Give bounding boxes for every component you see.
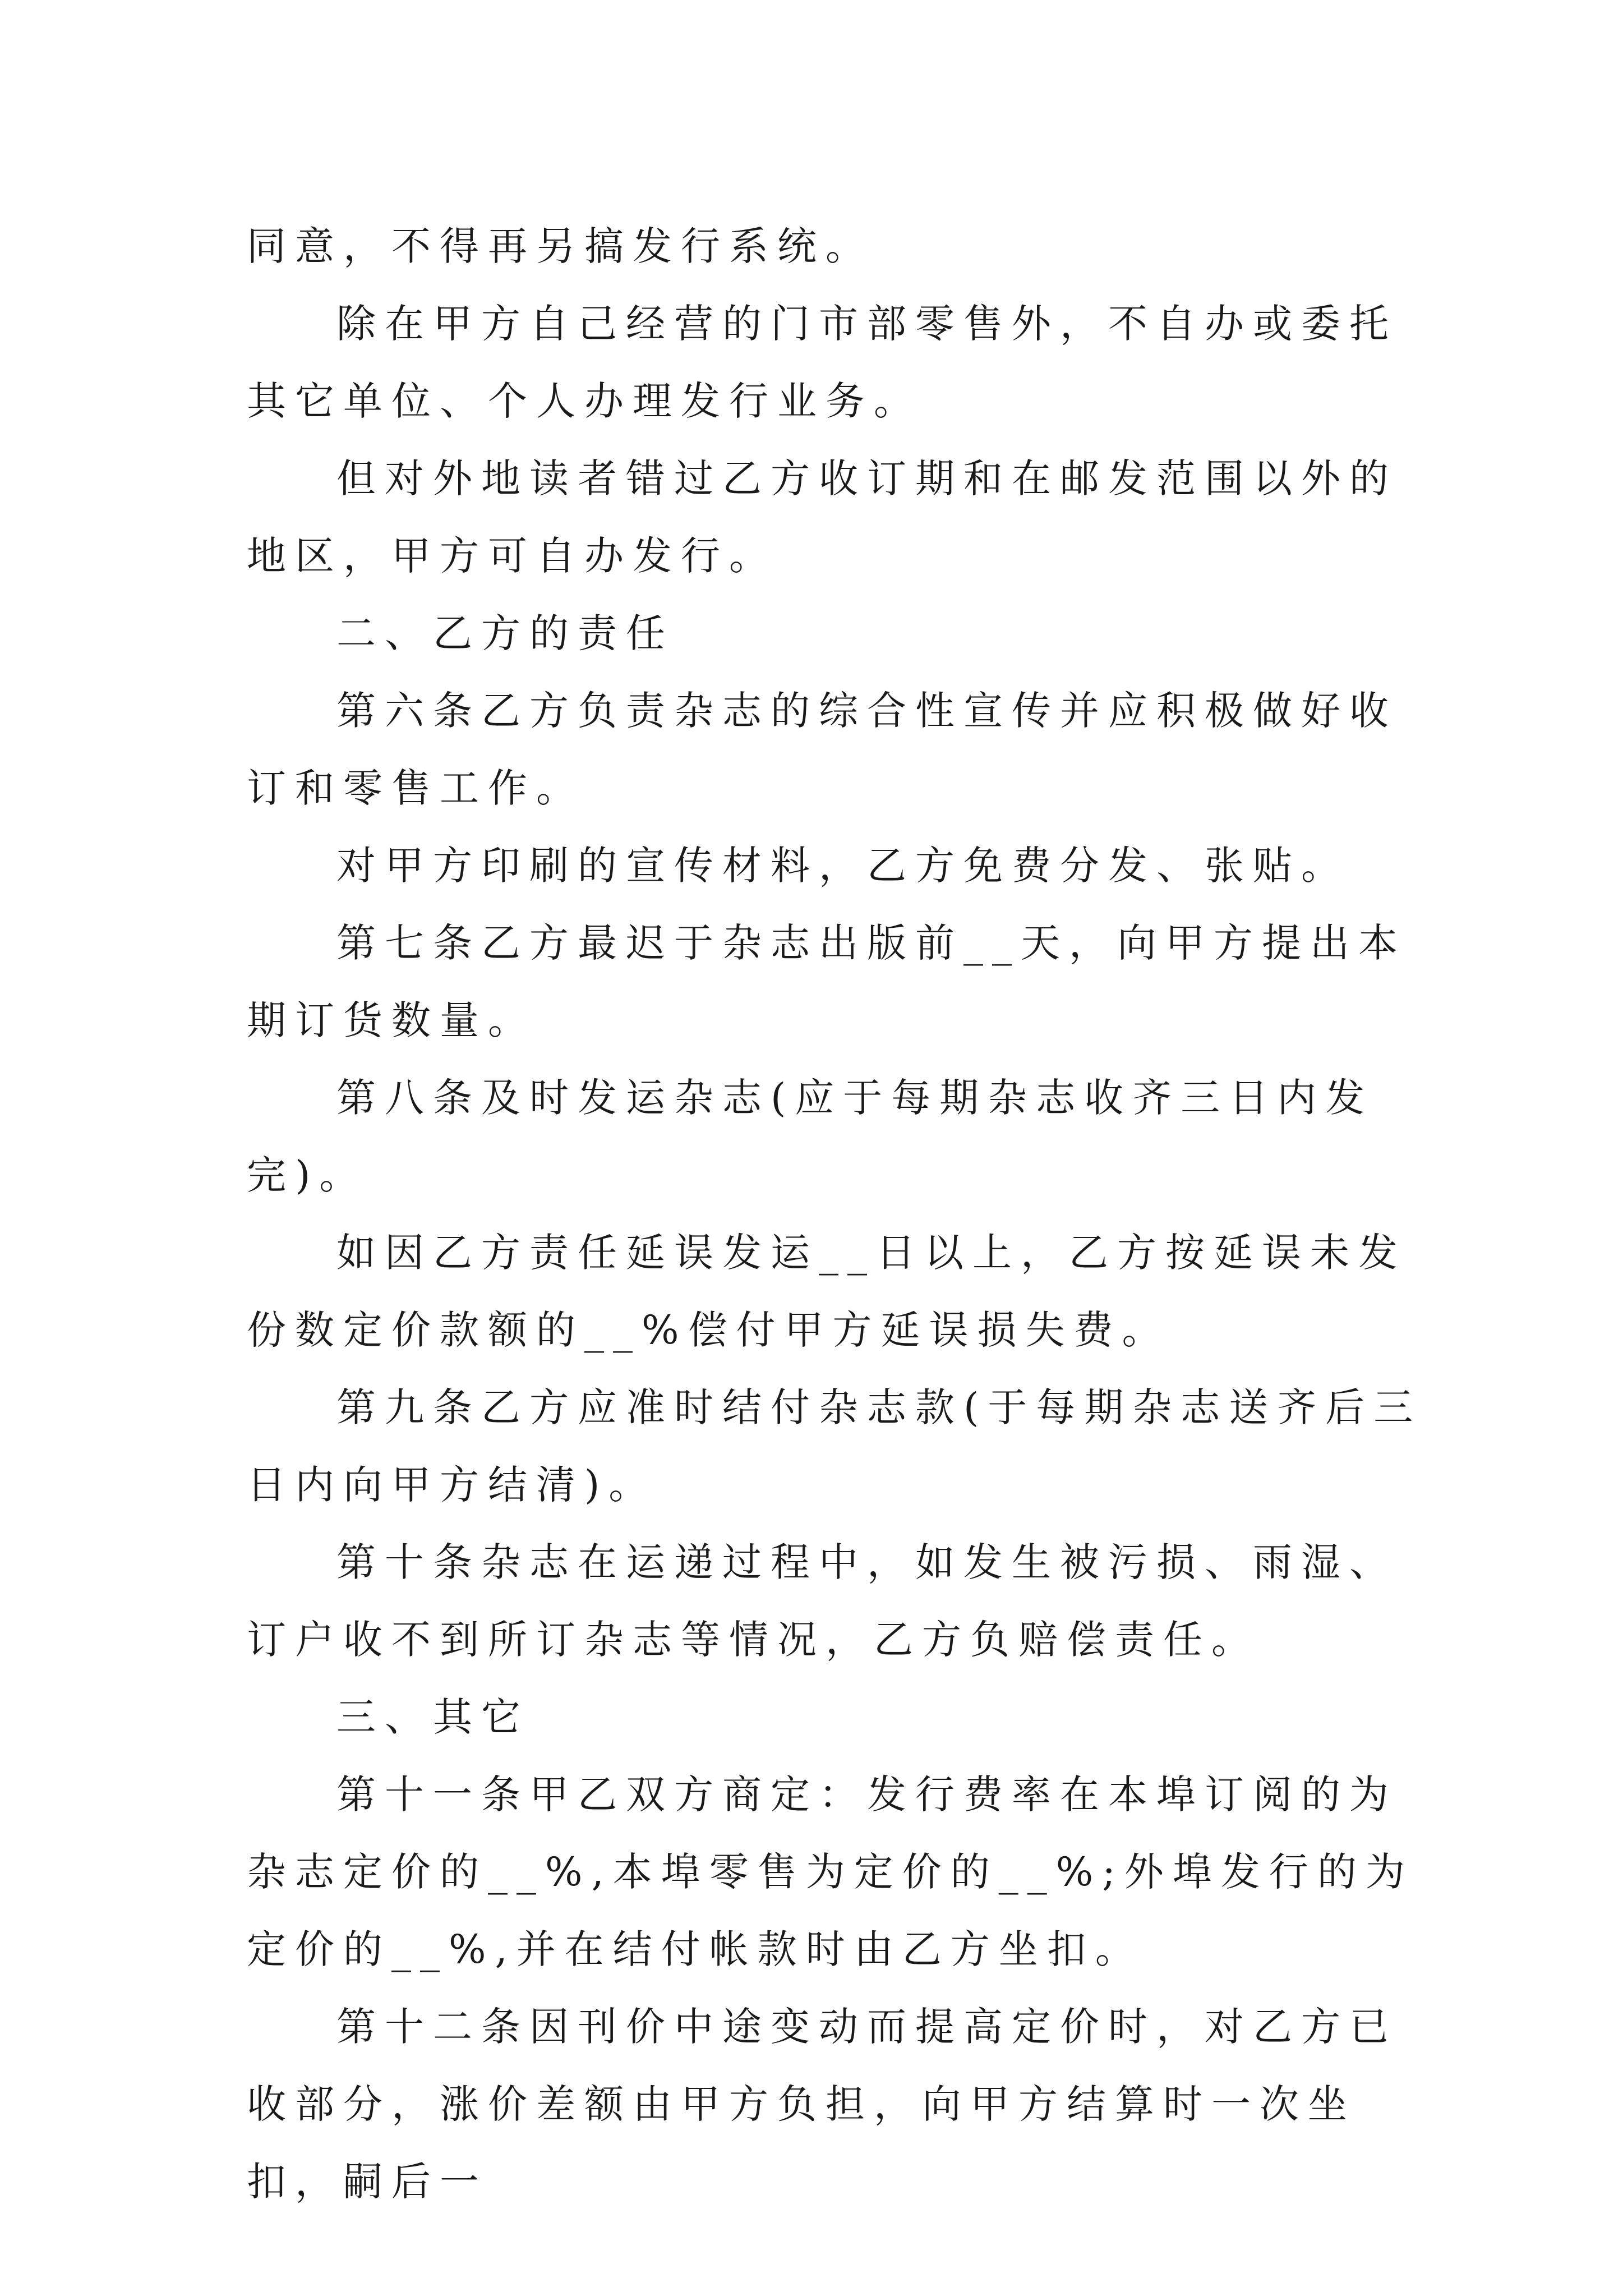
article-6: 第六条乙方负责杂志的综合性宣传并应积极做好收订和零售工作。 xyxy=(247,688,1398,811)
paragraph-1: 同意，不得再另搞发行系统。 xyxy=(247,223,874,269)
document-body xyxy=(247,208,1424,2220)
article-12: 第十二条因刊价中途变动而提高定价时，对乙方已收部分，涨价差额由甲方负担，向甲方结算时一次坐扣，嗣后一 xyxy=(247,2004,1398,2205)
paragraph-6: 对甲方印刷的宣传材料，乙方免费分发、张贴。 xyxy=(336,843,1349,889)
section-heading-3: 三、其它 xyxy=(336,1694,529,1740)
paragraph-9: 如因乙方责任延误发运__日以上，乙方按延误未发份数定价款额的__%偿付甲方延误损失费。 xyxy=(247,1230,1407,1353)
article-11: 第十一条甲乙双方商定：发行费率在本埠订阅的为杂志定价的__%,本埠零售为定价的__%;外埠发行的为定价的__%,并在结付帐款时由乙方坐扣。 xyxy=(247,1772,1414,1972)
paragraph-2: 除在甲方自己经营的门市部零售外，不自办或委托其它单位、个人办理发行业务。 xyxy=(247,301,1398,424)
section-heading-2: 二、乙方的责任 xyxy=(336,610,674,656)
paragraph-3: 但对外地读者错过乙方收订期和在邮发范围以外的地区，甲方可自办发行。 xyxy=(247,455,1398,579)
article-10: 第十条杂志在运递过程中，如发生被污损、雨湿、订户收不到所订杂志等情况，乙方负赔偿责任。 xyxy=(247,1539,1398,1663)
article-9: 第九条乙方应准时结付杂志款(于每期杂志送齐后三日内向甲方结清)。 xyxy=(247,1384,1422,1508)
article-8: 第八条及时发运杂志(应于每期杂志收齐三日内发完)。 xyxy=(247,1075,1374,1198)
article-7: 第七条乙方最迟于杂志出版前__天，向甲方提出本期订货数量。 xyxy=(247,920,1407,1043)
